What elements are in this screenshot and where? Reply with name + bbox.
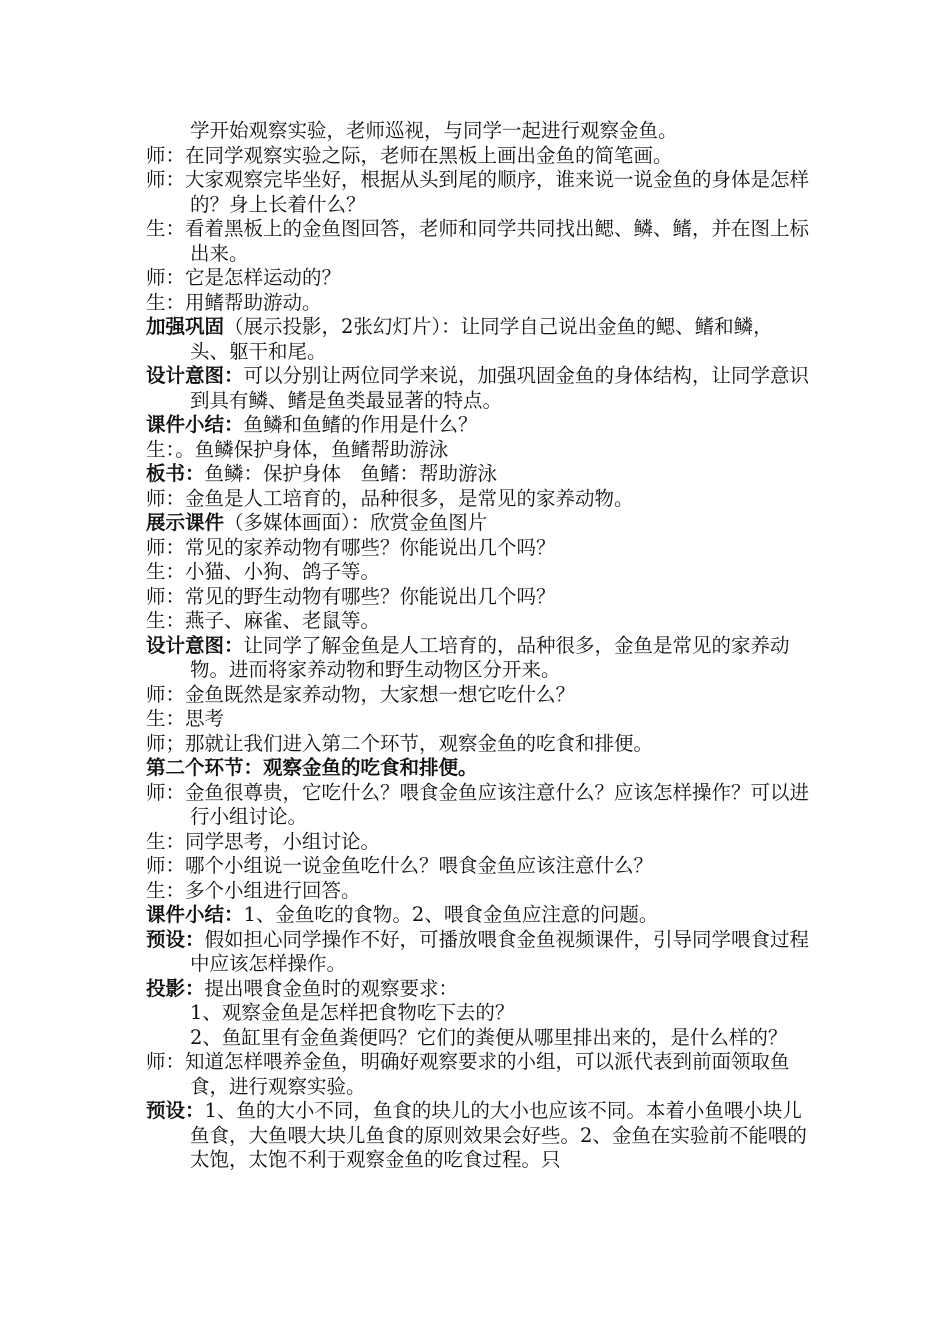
lesson-text xyxy=(146,119,811,1173)
list-item-text: 1、观察金鱼是怎样把食物吃下去的？ xyxy=(190,1001,515,1024)
list-item xyxy=(146,1001,811,1026)
paragraph-text: 鱼鳞和鱼鳍的作用是什么？ xyxy=(243,413,478,436)
paragraph-text: 让同学了解金鱼是人工培育的，品种很多，金鱼是常见的家养动物。进而将家养动物和野生动物区分开来。 xyxy=(190,633,790,681)
paragraph xyxy=(146,536,811,561)
paragraph xyxy=(146,560,811,585)
paragraph xyxy=(146,487,811,512)
paragraph xyxy=(146,438,811,463)
paragraph-text: 生：用鳍帮助游动。 xyxy=(146,290,322,314)
paragraph-text: 1、金鱼吃的食物。2、喂食金鱼应注意的问题。 xyxy=(243,903,659,926)
paragraph-text: 生：燕子、麻雀、老鼠等。 xyxy=(146,609,381,632)
paragraph-lead: 投影： xyxy=(146,976,205,1000)
paragraph-lead: 加强巩固 xyxy=(146,315,225,338)
paragraph-text: 师；那就让我们进入第二个环节，观察金鱼的吃食和排便。 xyxy=(146,731,654,755)
paragraph-text: 可以分别让两位同学来说，加强巩固金鱼的身体结构，让同学意识到具有鳞、鳍是鱼类最显著的特点。 xyxy=(190,364,810,412)
paragraph-lead: 板书： xyxy=(146,462,205,485)
paragraph-text: （展示投影，2张幻灯片）：让同学自己说出金鱼的鳃、鳍和鳞，头、躯干和尾。 xyxy=(190,315,773,363)
paragraph-text: 假如担心同学操作不好，可播放喂食金鱼视频课件，引导同学喂食过程中应该怎样操作。 xyxy=(190,927,810,975)
paragraph xyxy=(146,1099,811,1173)
paragraph xyxy=(146,144,811,169)
paragraph xyxy=(146,707,811,732)
paragraph xyxy=(146,854,811,879)
paragraph xyxy=(146,168,811,217)
paragraph-lead: 预设： xyxy=(146,927,205,951)
paragraph-text: 师：金鱼既然是家养动物，大家想一想它吃什么？ xyxy=(146,682,576,706)
paragraph xyxy=(146,879,811,904)
paragraph-lead: 展示课件 xyxy=(146,511,225,534)
paragraph xyxy=(146,928,811,977)
paragraph xyxy=(146,585,811,610)
paragraph-text: 师：常见的家养动物有哪些？你能说出几个吗？ xyxy=(146,535,556,559)
paragraph-lead: 课件小结： xyxy=(146,903,244,926)
paragraph-lead: 设计意图： xyxy=(146,364,244,387)
paragraph xyxy=(146,830,811,855)
paragraph xyxy=(146,781,811,830)
paragraph-text: 师：金鱼是人工培育的，品种很多，是常见的家养动物。 xyxy=(146,486,634,510)
paragraph-text: 师：它是怎样运动的？ xyxy=(146,266,342,289)
paragraph xyxy=(146,732,811,757)
paragraph xyxy=(146,634,811,683)
paragraph-text: 师：在同学观察实验之际，老师在黑板上画出金鱼的简笔画。 xyxy=(146,143,673,167)
paragraph-lead: 课件小结： xyxy=(146,413,244,436)
paragraph-lead: 预设： xyxy=(146,1099,205,1122)
paragraph xyxy=(146,462,811,487)
paragraph xyxy=(146,119,811,144)
paragraph-text: 师：知道怎样喂养金鱼，明确好观察要求的小组，可以派代表到前面领取鱼食，进行观察实验。 xyxy=(146,1050,790,1098)
paragraph-text: （多媒体画面）：欣赏金鱼图片 xyxy=(224,511,488,534)
section-heading-text: 第二个环节：观察金鱼的吃食和排便。 xyxy=(146,756,478,779)
paragraph xyxy=(146,903,811,928)
paragraph-text: 生：同学思考，小组讨论。 xyxy=(146,829,381,853)
paragraph xyxy=(146,977,811,1002)
paragraph-text: 1、鱼的大小不同，鱼食的块儿的大小也应该不同。本着小鱼喂小块儿鱼食，大鱼喂大块儿鱼食的原则效果会好些。2、金鱼在实验前不能喂的太饱，太饱不利于观察金鱼的吃食过程。只 xyxy=(190,1099,807,1171)
paragraph xyxy=(146,217,811,266)
section-heading xyxy=(146,756,811,781)
paragraph-text: 生：。鱼鳞保护身体，鱼鳍帮助游泳 xyxy=(146,437,449,461)
paragraph-text: 鱼鳞：保护身体 鱼鳍：帮助游泳 xyxy=(204,462,498,485)
paragraph xyxy=(146,511,811,536)
paragraph-lead: 设计意图： xyxy=(146,633,244,657)
paragraph xyxy=(146,1050,811,1099)
paragraph-text: 学开始观察实验，老师巡视，与同学一起进行观察金鱼。 xyxy=(190,119,678,142)
list-item-text: 2、鱼缸里有金鱼粪便吗？它们的粪便从哪里排出来的，是什么样的？ xyxy=(190,1025,788,1049)
paragraph-text: 师：常见的野生动物有哪些？你能说出几个吗？ xyxy=(146,584,556,608)
paragraph-text: 生：思考 xyxy=(146,707,225,730)
paragraph-text: 师：金鱼很尊贵，它吃什么？喂食金鱼应该注意什么？应该怎样操作？可以进行小组讨论。 xyxy=(146,780,810,828)
paragraph-text: 生：小猫、小狗、鸽子等。 xyxy=(146,560,381,583)
paragraph xyxy=(146,315,811,364)
paragraph xyxy=(146,266,811,291)
paragraph xyxy=(146,609,811,634)
paragraph xyxy=(146,413,811,438)
paragraph xyxy=(146,291,811,316)
paragraph-text: 师：大家观察完毕坐好，根据从头到尾的顺序，谁来说一说金鱼的身体是怎样的？身上长着什么？ xyxy=(146,168,810,216)
paragraph xyxy=(146,683,811,708)
paragraph-text: 师：哪个小组说一说金鱼吃什么？喂食金鱼应该注意什么？ xyxy=(146,854,654,877)
list-item xyxy=(146,1026,811,1051)
paragraph-text: 生：看着黑板上的金鱼图回答，老师和同学共同找出鳃、鳞、鳍，并在图上标出来。 xyxy=(146,217,810,265)
paragraph-text: 生：多个小组进行回答。 xyxy=(146,878,361,902)
paragraph-text: 提出喂食金鱼时的观察要求： xyxy=(204,976,459,1000)
paragraph xyxy=(146,364,811,413)
